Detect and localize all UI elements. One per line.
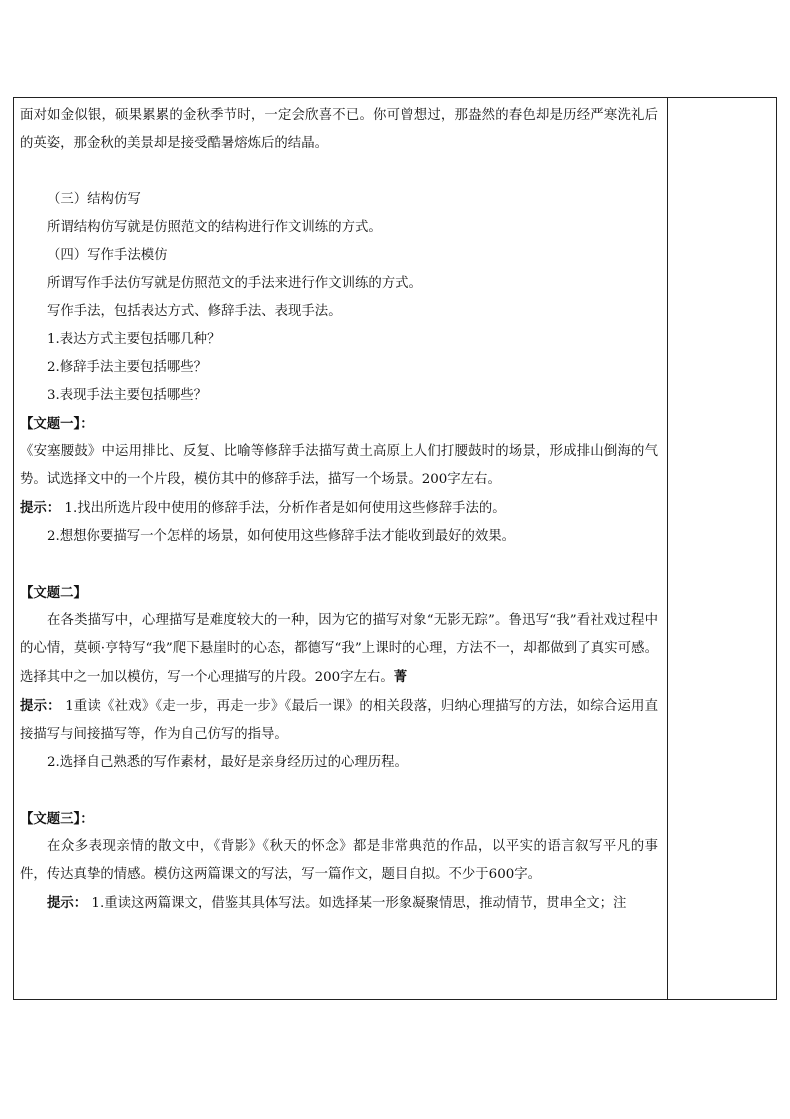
section-4-body-2: 写作手法，包括表达方式、修辞手法、表现手法。 [47, 304, 342, 319]
paragraph-intro: 面对如金似银，硕果累累的金秋季节时，一定会欣喜不已。你可曾想过，那盎然的春色却是历经严寒洗礼后的英姿，那金秋的美景却是接受酷暑熔炼后的结晶。 [20, 108, 658, 151]
topic-1-tip-1 [20, 494, 658, 523]
topic-3-tip-1 [20, 889, 658, 918]
document-table [13, 97, 777, 1000]
tip-label: 提示： [47, 895, 88, 911]
section-3-title: （三）结构仿写 [47, 192, 141, 207]
column-divider [667, 98, 668, 999]
question-3: 3.表现手法主要包括哪些？ [47, 388, 208, 403]
topic-3-title: 【文题三】： [20, 811, 94, 827]
topic-2-text: 在各类描写中，心理描写是难度较大的一种，因为它的描写对象“无影无踪”。鲁迅写“我”看社戏过程中的心情，莫顿·亨特写“我”爬下悬崖时的心态，都德写“我”上课时的心理，方法不一，却都做到了真实可感。选择其中之一加以模仿，写一个心理描写的片段。200字左右。 [20, 613, 658, 685]
tip-text: 1.重读这两篇课文，借鉴其具体写法。如选择某一形象凝聚情思，推动情节，贯串全文；注 [87, 896, 627, 911]
topic-2-tip-1 [20, 692, 658, 749]
topic-2-body [20, 607, 658, 692]
tip-text: 1重读《社戏》《走一步，再走一步》《最后一课》的相关段落，归纳心理描写的方法，如综合运用直接描写与间接描写等，作为自己仿写的指导。 [20, 699, 659, 742]
topic-2-title: 【文题二】 [20, 585, 87, 601]
question-1: 1.表达方式主要包括哪几种？ [47, 332, 221, 347]
question-2: 2.修辞手法主要包括哪些？ [47, 360, 208, 375]
section-3-body: 所谓结构仿写就是仿照范文的结构进行作文训练的方式。 [47, 220, 382, 235]
topic-2-tip-2: 2.选择自己熟悉的写作素材，最好是亲身经历过的心理历程。 [47, 755, 408, 770]
topic-1-body: 《安塞腰鼓》中运用排比、反复、比喻等修辞手法描写黄土高原上人们打腰鼓时的场景，形成排山倒海的气势。试选择文中的一个片段，模仿其中的修辞手法，描写一个场景。200字左右。 [20, 444, 658, 487]
content-cell [20, 102, 658, 918]
section-4-title: （四）写作手法模仿 [47, 248, 168, 263]
tip-label: 提示： [20, 698, 61, 714]
topic-1-tip-2: 2.想想你要描写一个怎样的场景，如何使用这些修辞手法才能收到最好的效果。 [47, 529, 516, 544]
section-4-body: 所谓写作手法仿写就是仿照范文的手法来进行作文训练的方式。 [47, 276, 422, 291]
topic-2-mark: 菁 [393, 669, 408, 685]
topic-3-body: 在众多表现亲情的散文中，《背影》《秋天的怀念》都是非常典范的作品，以平实的语言叙写平凡的事件，传达真挚的情感。模仿这两篇课文的写法，写一篇作文，题目自拟。不少于600字。 [20, 839, 658, 882]
topic-1-title: 【文题一】： [20, 416, 94, 432]
tip-label: 提示： [20, 500, 61, 516]
tip-text: 1.找出所选片段中使用的修辞手法，分析作者是如何使用这些修辞手法的。 [60, 501, 506, 516]
